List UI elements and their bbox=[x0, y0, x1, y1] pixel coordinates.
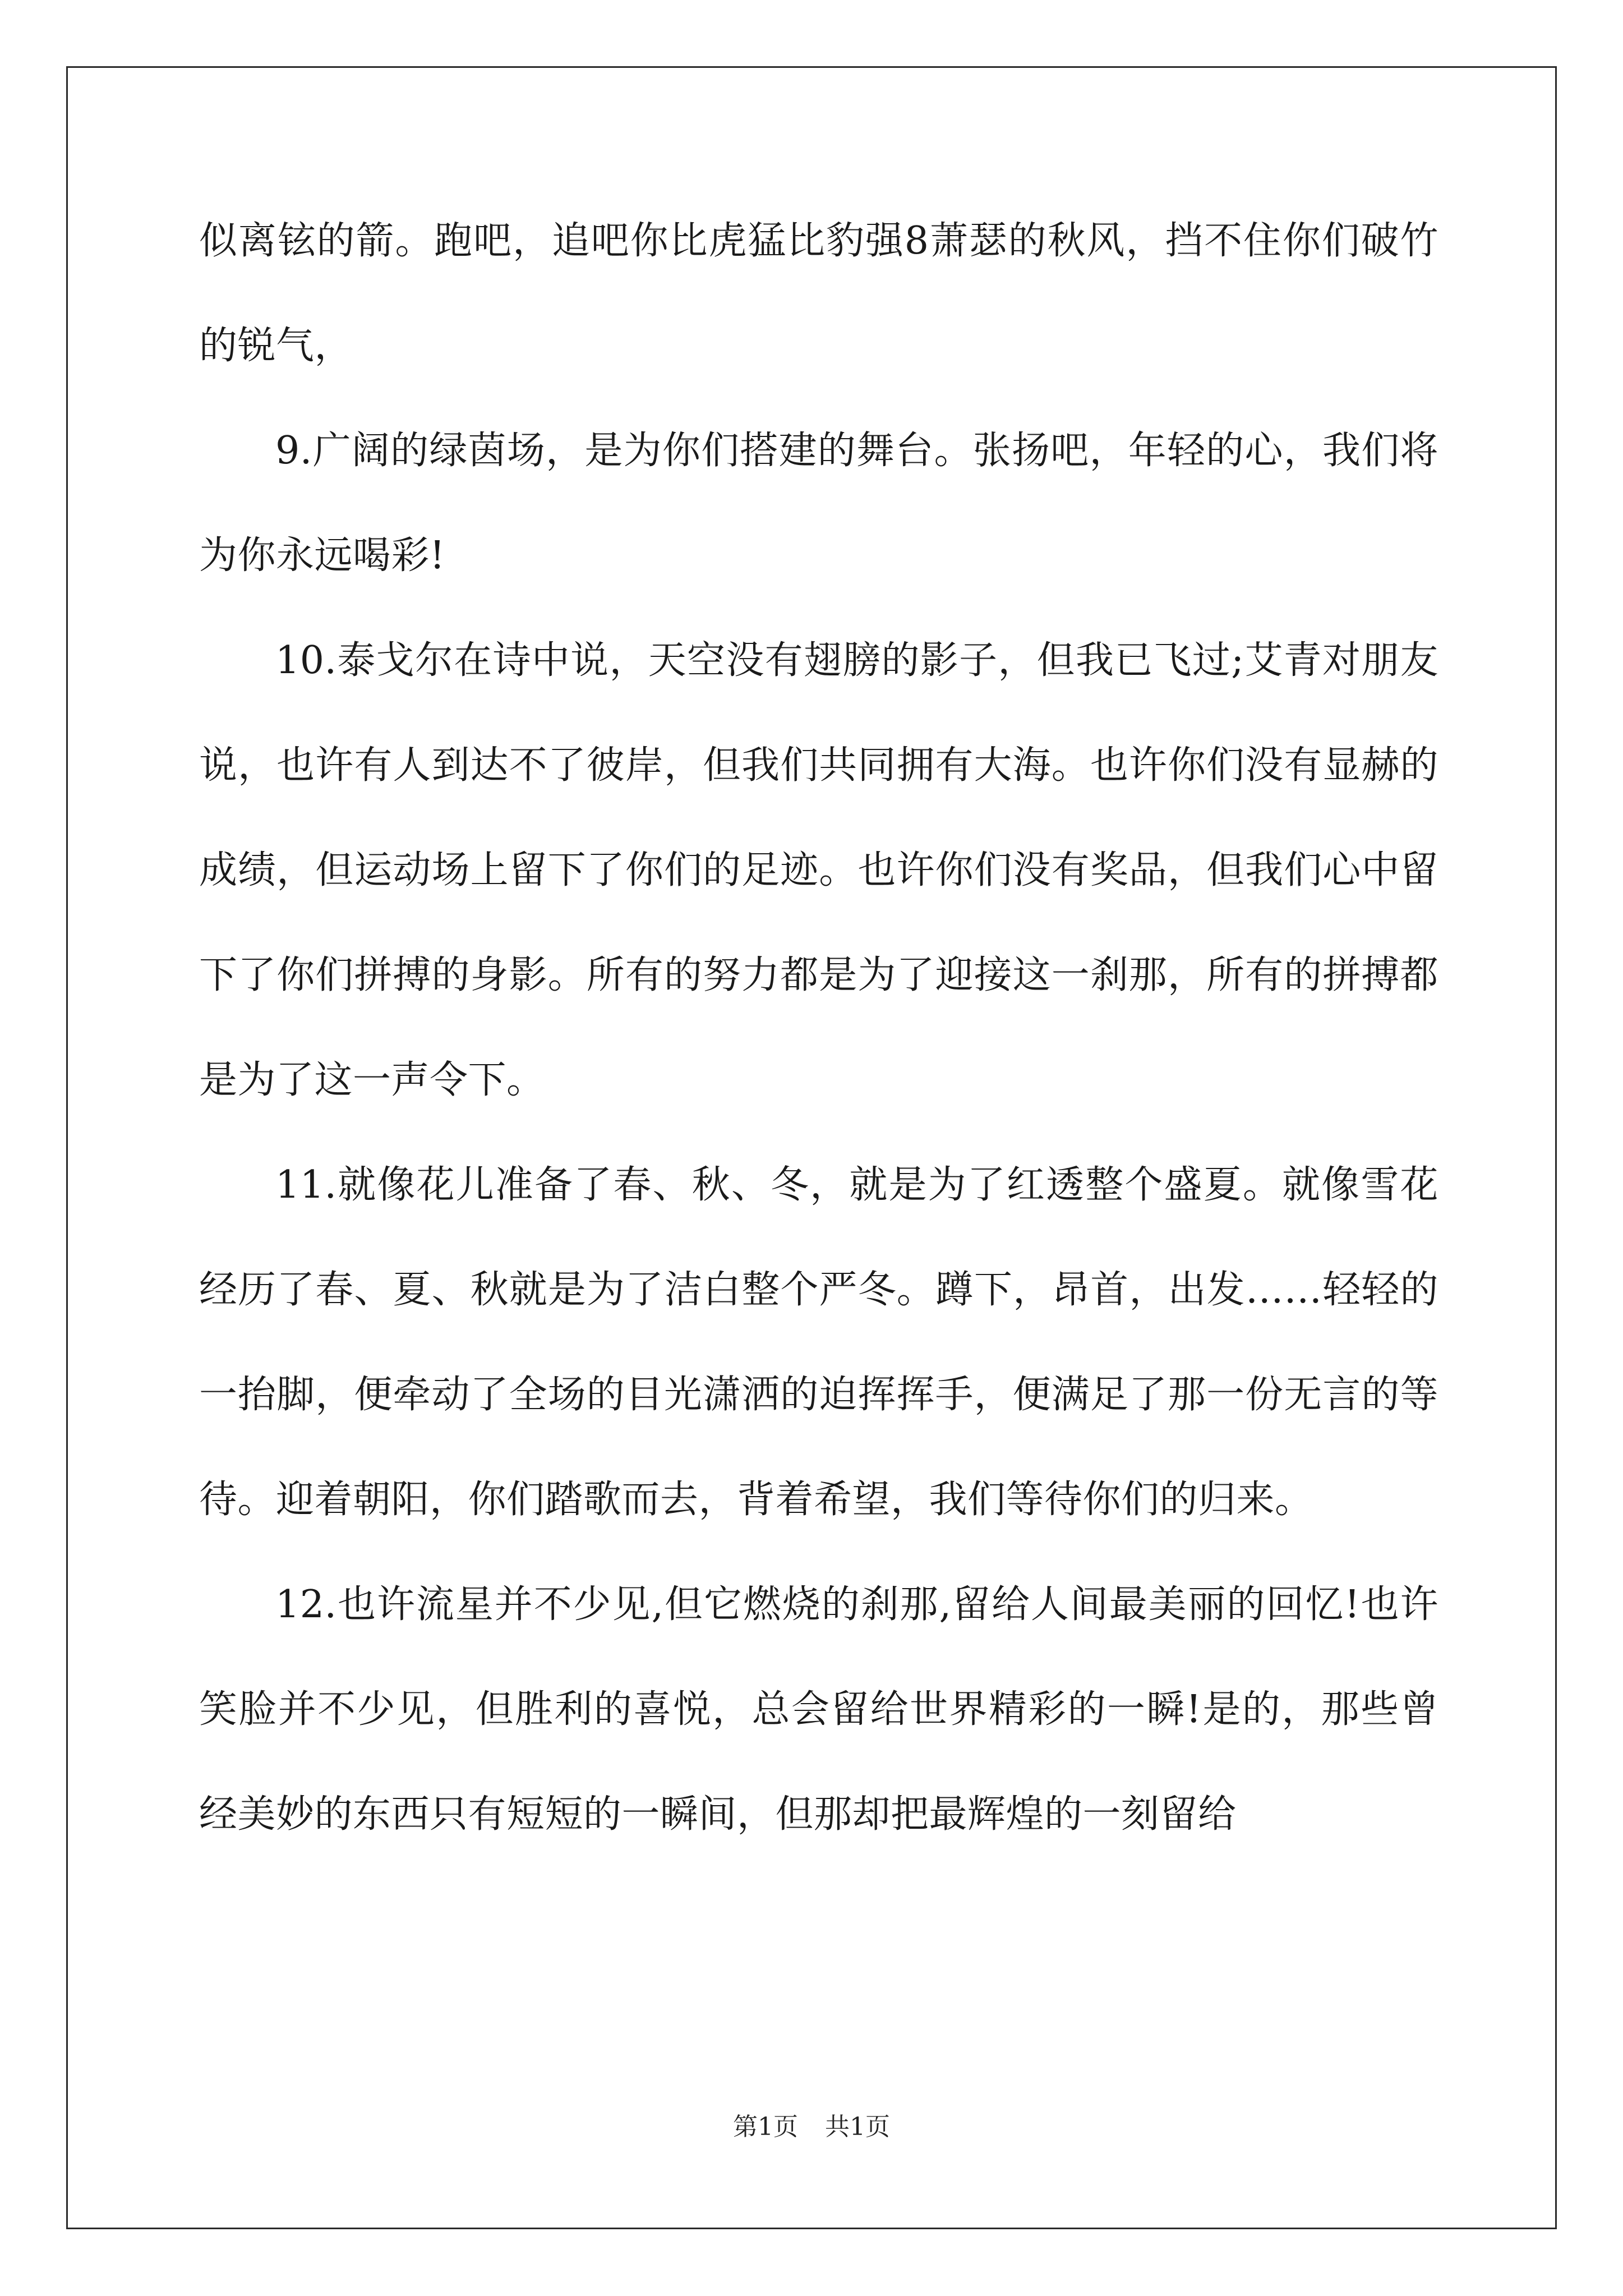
document-body bbox=[199, 188, 1438, 1867]
page-footer bbox=[0, 2110, 1623, 2144]
paragraph-11: 11.就像花儿准备了春、秋、冬，就是为了红透整个盛夏。就像雪花经历了春、夏、秋就是为了洁白整个严冬。蹲下，昂首，出发……轻轻的一抬脚，便牵动了全场的目光潇洒的迫挥挥手，便满足了那一份无言的等待。迎着朝阳，你们踏歌而去，背着希望，我们等待你们的归来。 bbox=[199, 1163, 1438, 1522]
page-number-total: 共1页 bbox=[825, 2113, 890, 2141]
paragraph-12: 12.也许流星并不少见,但它燃烧的刹那,留给人间最美丽的回忆!也许笑脸并不少见，但胜利的喜悦，总会留给世界精彩的一瞬!是的，那些曾经美妙的东西只有短短的一瞬间，但那却把最辉煌的一刻留给 bbox=[199, 1582, 1438, 1837]
page-number-current: 第1页 bbox=[733, 2113, 798, 2141]
paragraph-continuation: 似离铉的箭。跑吧，追吧你比虎猛比豹强8萧瑟的秋风，挡不住你们破竹的锐气， bbox=[199, 219, 1438, 368]
paragraph-10: 10.泰戈尔在诗中说，天空没有翅膀的影子，但我已飞过;艾青对朋友说，也许有人到达不了彼岸，但我们共同拥有大海。也许你们没有显赫的成绩，但运动场上留下了你们的足迹。也许你们没有奖品，但我们心中留下了你们拼搏的身影。所有的努力都是为了迎接这一刹那，所有的拼搏都是为了这一声令下。 bbox=[199, 638, 1438, 1102]
paragraph-9: 9.广阔的绿茵场，是为你们搭建的舞台。张扬吧，年轻的心，我们将为你永远喝彩! bbox=[199, 429, 1438, 578]
